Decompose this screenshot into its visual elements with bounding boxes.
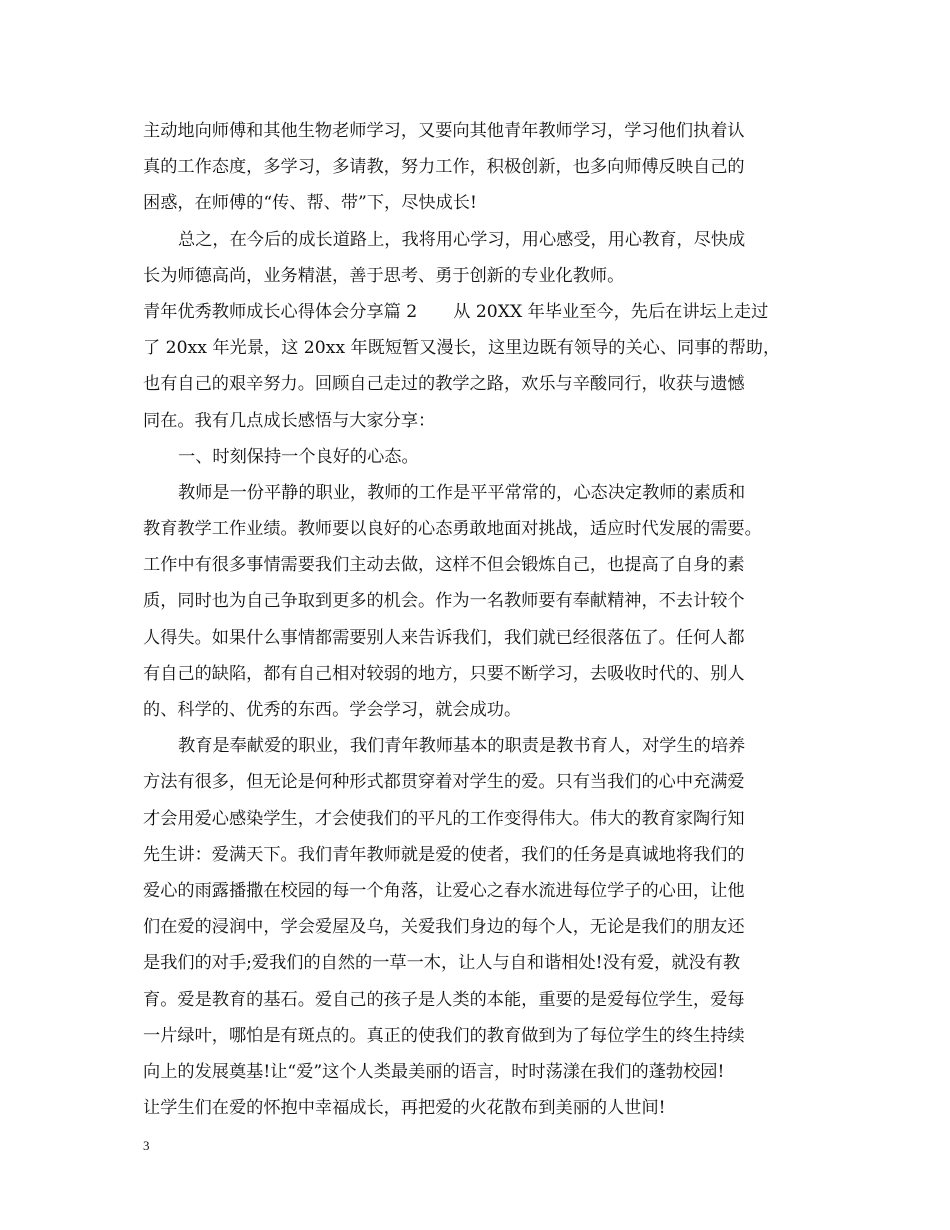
section-heading-line — [143, 294, 823, 330]
paragraph-line: 是我们的对手;爱我们的自然的一草一木，让人与自和谐相处!没有爱，就没有教 — [143, 953, 741, 974]
section-title: 青年优秀教师成长心得体会分享篇 2 — [143, 301, 418, 322]
paragraph-line: 一片绿叶，哪怕是有斑点的。真正的使我们的教育做到为了每位学生的终生持续 — [143, 1025, 745, 1046]
paragraph-line: 先生讲：爱满天下。我们青年教师就是爱的使者，我们的任务是真诚地将我们的 — [143, 844, 745, 865]
paragraph-line: 教师是一份平静的职业，教师的工作是平平常常的，心态决定教师的素质和 — [178, 482, 746, 503]
subheading-line: 一、时刻保持一个良好的心态。 — [178, 446, 419, 467]
paragraph-line: 有自己的缺陷，都有自己相对较弱的地方，只要不断学习，去吸收时代的、别人 — [143, 663, 745, 684]
paragraph-line: 育。爱是教育的基石。爱自己的孩子是人类的本能，重要的是爱每位学生，爱每 — [143, 989, 745, 1010]
paragraph-line: 工作中有很多事情需要我们主动去做，这样不但会锻炼自己，也提高了自身的素 — [143, 555, 745, 576]
paragraph-line: 真的工作态度，多学习，多请教，努力工作，积极创新，也多向师傅反映自己的 — [143, 157, 745, 178]
paragraph-line: 人得失。如果什么事情都需要别人来告诉我们，我们就已经很落伍了。任何人都 — [143, 627, 745, 648]
paragraph-line: 方法有很多，但无论是何种形式都贯穿着对学生的爱。只有当我们的心中充满爱 — [143, 772, 745, 793]
paragraph-line: 也有自己的艰辛努力。回顾自己走过的教学之路，欢乐与辛酸同行，收获与遗憾 — [143, 374, 745, 395]
paragraph-line: 总之，在今后的成长道路上，我将用心学习，用心感受，用心教育，尽快成 — [178, 229, 746, 250]
paragraph-line: 困惑，在师傅的“传、帮、带”下，尽快成长! — [143, 193, 477, 214]
paragraph-line: 教育教学工作业绩。教师要以良好的心态勇敢地面对挑战，适应时代发展的需要。 — [143, 519, 762, 540]
paragraph-line: 教育是奉献爱的职业，我们青年教师基本的职责是教书育人，对学生的培养 — [178, 736, 746, 757]
page-number: 3 — [143, 1138, 150, 1153]
paragraph-line: 向上的发展奠基!让“爱”这个人类最美丽的语言，时时荡漾在我们的蓬勃校园! — [143, 1061, 725, 1082]
paragraph-line: 爱心的雨露播撒在校园的每一个角落，让爱心之春水流进每位学子的心田，让他 — [143, 880, 745, 901]
document-body — [143, 113, 823, 1126]
paragraph-line: 了 20xx 年光景，这 20xx 年既短暂又漫长，这里边既有领导的关心、同事的帮助， — [143, 338, 781, 359]
paragraph-line: 长为师德高尚，业务精湛，善于思考、勇于创新的专业化教师。 — [143, 265, 625, 286]
paragraph-line: 才会用爱心感染学生，才会使我们的平凡的工作变得伟大。伟大的教育家陶行知 — [143, 808, 745, 829]
paragraph-line: 让学生们在爱的怀抱中幸福成长，再把爱的火花散布到美丽的人世间! — [143, 1098, 666, 1119]
paragraph-line: 同在。我有几点成长感悟与大家分享： — [143, 410, 436, 431]
paragraph-line: 从 20XX 年毕业至今，先后在讲坛上走过 — [453, 301, 769, 322]
paragraph-line: 主动地向师傅和其他生物老师学习，又要向其他青年教师学习，学习他们执着认 — [143, 121, 745, 141]
paragraph-line: 们在爱的浸润中，学会爱屋及乌，关爱我们身边的每个人，无论是我们的朋友还 — [143, 917, 745, 938]
paragraph-line: 质，同时也为自己争取到更多的机会。作为一名教师要有奉献精神，不去计较个 — [143, 591, 745, 612]
paragraph-line: 的、科学的、优秀的东西。学会学习，就会成功。 — [143, 700, 522, 720]
